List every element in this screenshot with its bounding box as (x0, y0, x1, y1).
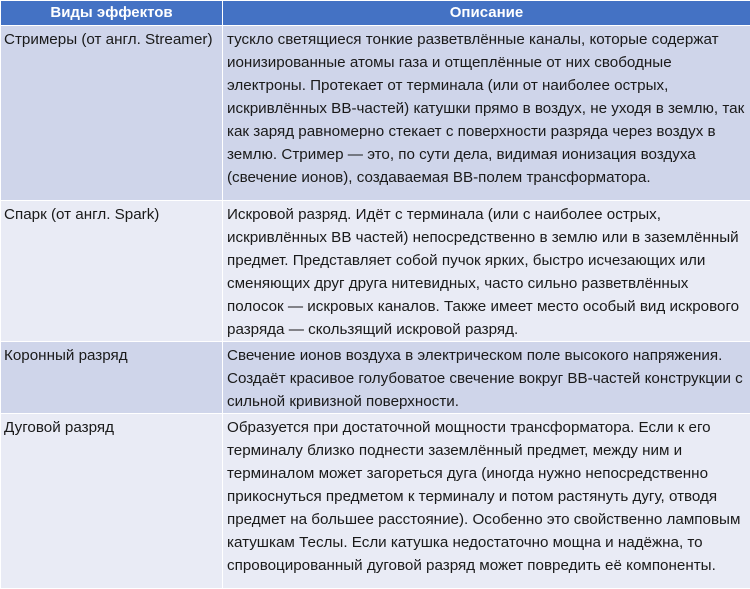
effect-name-cell (1, 342, 223, 414)
effect-description: Образуется при достаточной мощности трансформатора. Если к его терминалу близко поднести заземлённый предмет, между ним и терминалом может загореться дуга (иногда нужно непосредственно прикоснуться предметом к терминалу и потом растянуть дугу, отводя предмет на большее расстояние). Особенно это свойственно ламповым катушкам Теслы. Если катушка недостаточно мощна и надёжна, то спровоцированный дуговой разряд может повредить её компоненты. (223, 414, 750, 577)
effect-description: Искровой разряд. Идёт с терминала (или с наиболее острых, искривлённых ВВ частей) непосредственно в землю или в заземлённый предмет. Представляет собой пучок ярких, быстро исчезающих или сменяющих друг друга нитевидных, часто сильно разветвлённых полосок — искровых каналов. Также имеет место особый вид искрового разряда — скользящий искровой разряд. (223, 201, 750, 341)
header-description: Описание (223, 1, 750, 26)
effect-description-cell (223, 342, 750, 414)
effect-name: Дуговой разряд (1, 414, 222, 439)
table-row-streamers (1, 26, 750, 201)
table-row-spark (1, 201, 750, 342)
header-effect-types: Виды эффектов (1, 1, 223, 26)
effect-description-cell (223, 201, 750, 342)
effect-description: Свечение ионов воздуха в электрическом поле высокого напряжения. Создаёт красивое голубоватое свечение вокруг ВВ-частей конструкции с сильной кривизной поверхности. (223, 342, 750, 413)
effect-description-cell (223, 414, 750, 589)
table-row-arc (1, 414, 750, 589)
table-header-row (1, 1, 750, 26)
effect-name-cell (1, 201, 223, 342)
effect-name: Коронный разряд (1, 342, 222, 367)
effect-description: тускло светящиеся тонкие разветвлённые каналы, которые содержат ионизированные атомы газа и отщеплённые от них свободные электроны. Протекает от терминала (или от наиболее острых, искривлённых ВВ-частей) катушки прямо в воздух, не уходя в землю, так как заряд равномерно стекает с поверхности разряда через воздух в землю. Стример — это, по сути дела, видимая ионизация воздуха (свечение ионов), создаваемая ВВ-полем трансформатора. (223, 26, 750, 189)
effect-name-cell (1, 26, 223, 201)
effect-description-cell (223, 26, 750, 201)
effect-name-cell (1, 414, 223, 589)
effect-name: Спарк (от англ. Spark) (1, 201, 222, 226)
effect-name: Стримеры (от англ. Streamer) (1, 26, 222, 51)
table-row-corona (1, 342, 750, 414)
